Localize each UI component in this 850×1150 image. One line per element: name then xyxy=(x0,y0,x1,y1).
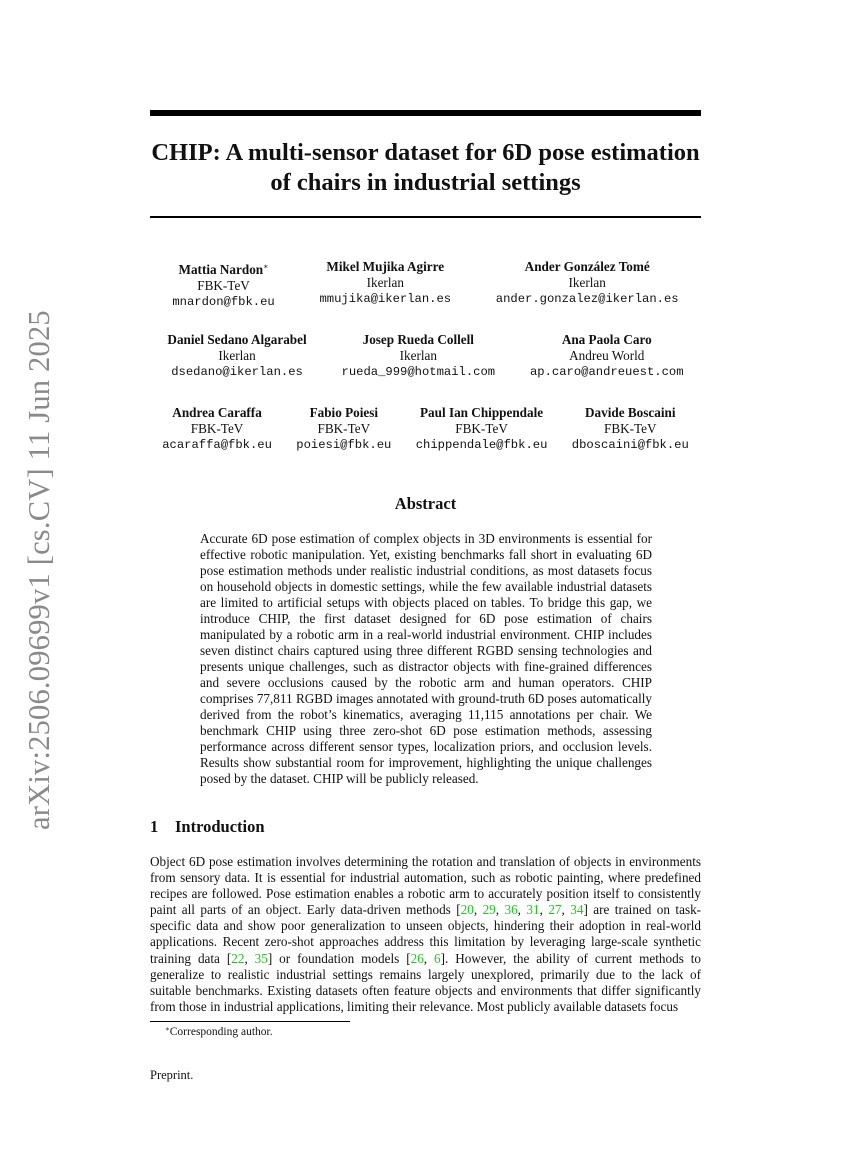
author-name: Daniel Sedano Algarabel xyxy=(167,332,307,347)
title-bottom-rule xyxy=(150,216,701,218)
author-name: Andrea Caraffa xyxy=(172,405,262,420)
author-row-2 xyxy=(150,332,701,380)
author-affiliation: FBK-TeV xyxy=(197,278,250,293)
section-heading-introduction xyxy=(150,817,265,837)
author-name: Fabio Poiesi xyxy=(309,405,379,420)
author-name: Ana Paola Caro xyxy=(561,332,652,347)
author-email[interactable]: rueda_999@hotmail.com xyxy=(341,365,496,379)
section-number: 1 xyxy=(150,817,159,836)
author-row-1 xyxy=(150,259,701,310)
author-name: Mattia Nardon∗ xyxy=(178,262,269,277)
citation-link[interactable]: 27 xyxy=(548,902,562,918)
citation-link[interactable]: 6 xyxy=(434,950,441,966)
section-title: Introduction xyxy=(175,817,265,836)
citation-link[interactable]: 34 xyxy=(570,902,584,918)
author-affiliation: Ikerlan xyxy=(218,348,256,363)
author-name: Mikel Mujika Agirre xyxy=(326,259,445,274)
author-email[interactable]: poiesi@fbk.eu xyxy=(296,438,392,452)
citation-link[interactable]: 31 xyxy=(526,902,540,918)
author-email[interactable]: chippendale@fbk.eu xyxy=(415,438,548,452)
author-affiliation: FBK-TeV xyxy=(604,421,657,436)
author-email[interactable]: ap.caro@andreuest.com xyxy=(529,365,684,379)
author-block xyxy=(496,259,679,310)
author-affiliation: FBK-TeV xyxy=(317,421,371,436)
author-email[interactable]: dboscaini@fbk.eu xyxy=(571,438,689,452)
introduction-paragraph: Object 6D pose estimation involves determining the rotation and translation of objects in environments from sensory data. It is essential for industrial automation, such as robotic painting, where predefined recipes are followed. Pose estimation enables a robotic arm to accurately position itself to consistently paint all parts of an object. Early data-driven methods [20, 29, 36, 31, 27, 34] are trained on task-specific data and show poor generalization to unseen objects, hindering their adoption in real-world applications. Recent zero-shot approaches address this limitation by leveraging large-scale synthetic training data [22, 35] or foundation models [26, 6]. However, the ability of current methods to generalize to realistic industrial settings remains largely unexplored, primarily due to the lack of suitable benchmarks. Existing datasets often feature objects and environments that differ significantly from those in industrial applications, limiting their relevance. Most publicly available datasets focus xyxy=(150,854,702,1014)
author-email[interactable]: ander.gonzalez@ikerlan.es xyxy=(495,292,679,306)
author-block xyxy=(342,332,496,380)
author-affiliation: Ikerlan xyxy=(399,348,437,363)
author-affiliation: FBK-TeV xyxy=(190,421,244,436)
author-name: Davide Boscaini xyxy=(585,405,676,420)
author-affiliation: FBK-TeV xyxy=(455,421,508,436)
author-block xyxy=(296,405,391,453)
citation-link[interactable]: 22 xyxy=(231,950,245,966)
title-top-rule xyxy=(150,110,701,116)
author-affiliation: Ikerlan xyxy=(366,275,404,290)
author-name: Paul Ian Chippendale xyxy=(420,405,544,420)
citation-link[interactable]: 20 xyxy=(460,902,474,918)
author-email[interactable]: mmujika@ikerlan.es xyxy=(319,292,452,306)
author-email[interactable]: dsedano@ikerlan.es xyxy=(171,365,303,379)
author-block xyxy=(530,332,684,380)
abstract-text: Accurate 6D pose estimation of complex objects in 3D environments is essential for effective robotic manipulation. Yet, existing benchmarks fall short in evaluating 6D pose estimation methods under realistic industrial conditions, as most datasets focus on household objects in domestic settings, while the few available industrial datasets are limited to artificial setups with objects placed on tables. To bridge this gap, we introduce CHIP, the first dataset designed for 6D pose estimation of chairs manipulated by a robotic arm in a real-world industrial environment. CHIP includes seven distinct chairs captured using three different RGBD sensing technologies and presents unique challenges, such as distractor objects with fine-grained differences and severe occlusions caused by the robotic arm and human operators. CHIP comprises 77,811 RGBD images annotated with ground-truth 6D poses automatically derived from the robot’s kinematics, averaging 11,115 annotations per chair. We benchmark CHIP using three zero-shot 6D pose estimation methods, assessing performance across different sensor types, localization priors, and occlusion levels. Results show substantial room for improvement, highlighting the unique challenges posed by the dataset. CHIP will be publicly released. xyxy=(200,531,652,786)
footnote xyxy=(165,1025,273,1038)
author-block xyxy=(319,259,451,310)
author-block xyxy=(167,332,306,380)
citation-link[interactable]: 26 xyxy=(410,950,424,966)
citation-link[interactable]: 29 xyxy=(482,902,496,918)
author-block xyxy=(416,405,548,453)
author-block xyxy=(162,405,272,453)
author-name: Josep Rueda Collell xyxy=(362,332,474,347)
paper-title: CHIP: A multi-sensor dataset for 6D pose estimation of chairs in industrial settings xyxy=(151,139,700,196)
preprint-label: Preprint. xyxy=(150,1068,194,1082)
footnote-marker: ∗ xyxy=(165,1025,170,1033)
author-name: Ander González Tomé xyxy=(524,259,650,274)
author-affiliation: Andreu World xyxy=(569,348,645,363)
footnote-text: Corresponding author. xyxy=(169,1026,273,1038)
abstract-heading: Abstract xyxy=(394,494,457,513)
author-row-3 xyxy=(150,405,701,453)
author-email[interactable]: acaraffa@fbk.eu xyxy=(162,438,272,452)
author-block xyxy=(572,405,689,453)
footnote-rule xyxy=(150,1021,350,1022)
author-email[interactable]: mnardon@fbk.eu xyxy=(172,295,275,309)
corresponding-marker: ∗ xyxy=(263,262,269,271)
arxiv-identifier-stamp: arXiv:2506.09699v1 [cs.CV] 11 Jun 2025 xyxy=(22,310,56,830)
author-affiliation: Ikerlan xyxy=(568,275,606,290)
author-block xyxy=(172,259,274,310)
citation-link[interactable]: 35 xyxy=(254,950,268,966)
citation-link[interactable]: 36 xyxy=(504,902,518,918)
